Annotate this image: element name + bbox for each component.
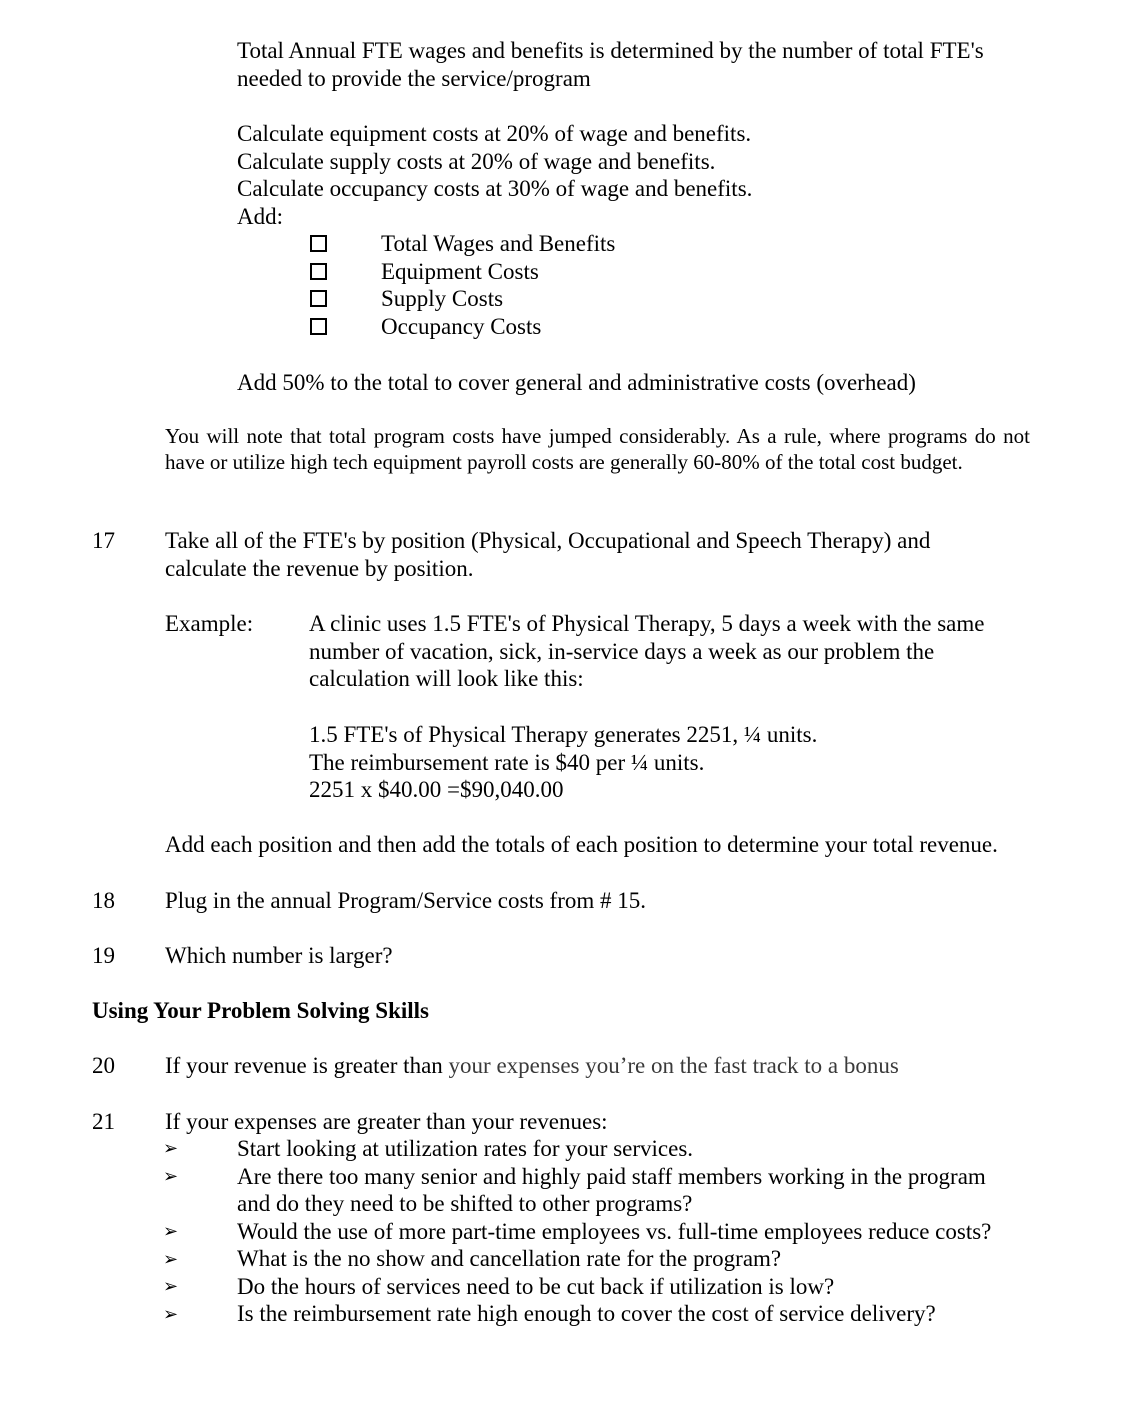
intro-line-1: Total Annual FTE wages and benefits is determined by the number of total FTE's [237,38,984,63]
example-line-2: number of vacation, sick, in-service days a week as our problem the [309,638,935,664]
arrow-bullet-icon: ➢ [163,1166,179,1186]
bullet-utilization: Start looking at utilization rates for your services. [237,1136,694,1161]
step-17-line-2: calculate the revenue by position. [165,555,474,581]
arrow-bullet-icon: ➢ [163,1138,179,1158]
step-number-19: 19 [92,943,115,968]
calc-line-1: 1.5 FTE's of Physical Therapy generates 2251, ¼ units. [309,722,818,747]
example-text [309,610,984,693]
total-revenue-line: Add each position and then add the totals of each position to determine your total revenue. [165,832,998,857]
step-number-20: 20 [92,1053,115,1078]
step-number-18: 18 [92,888,115,913]
overhead-line: Add 50% to the total to cover general and administrative costs (overhead) [237,370,916,395]
bullet-senior-staff-cont: and do they need to be shifted to other programs? [237,1191,693,1216]
step-21-bullets [237,1135,991,1328]
checkbox-icon [310,290,327,307]
checkbox-icon [310,318,327,335]
bullet-reimbursement: Is the reimbursement rate high enough to cover the cost of service delivery? [237,1301,936,1326]
step-20-text-a: If your revenue is greater than [165,1053,449,1078]
add-item-occupancy: Occupancy Costs [381,313,542,339]
step-17-text [165,527,930,582]
add-item-wages: Total Wages and Benefits [381,231,616,256]
checkbox-icon [310,263,327,280]
step-21-intro: If your expenses are greater than your revenues: [165,1109,608,1134]
add-item-equipment: Equipment Costs [381,258,539,284]
bullet-senior-staff: Are there too many senior and highly paid staff members working in the program [237,1163,986,1189]
add-item-supply: Supply Costs [381,286,504,311]
section-heading: Using Your Problem Solving Skills [92,998,429,1023]
example-calculation [309,721,817,804]
arrow-bullet-icon: ➢ [163,1221,179,1241]
intro-paragraph [237,37,984,92]
bullet-part-time: Would the use of more part-time employees vs. full-time employees reduce costs? [237,1218,992,1244]
step-20-text [165,1052,899,1080]
arrow-bullet-icon: ➢ [163,1304,179,1324]
calc-supply: Calculate supply costs at 20% of wage and benefits. [237,148,716,174]
example-label: Example: [165,611,254,636]
bullet-no-show: What is the no show and cancellation rate for the program? [237,1246,782,1271]
arrow-bullet-icon: ➢ [163,1249,179,1269]
intro-line-2: needed to provide the service/program [237,65,591,91]
step-number-17: 17 [92,528,115,553]
calc-instructions [237,120,752,230]
note-paragraph: You will note that total program costs have jumped considerably. As a rule, where programs do not have or utilize high tech equipment payroll costs are generally 60-80% of the total cost budget. [165,424,1030,474]
bullet-hours: Do the hours of services need to be cut back if utilization is low? [237,1273,835,1299]
checkbox-icon [310,235,327,252]
calc-occupancy: Calculate occupancy costs at 30% of wage and benefits. [237,176,753,201]
example-line-3: calculation will look like this: [309,666,584,691]
step-number-21: 21 [92,1109,115,1134]
step-20-text-b: your expenses you’re on the fast track to a bonus [448,1053,899,1078]
example-line-1: A clinic uses 1.5 FTE's of Physical Therapy, 5 days a week with the same [309,611,985,636]
arrow-bullet-icon: ➢ [163,1276,179,1296]
calc-add-label: Add: [237,203,283,229]
calc-line-3: 2251 x $40.00 =$90,040.00 [309,777,564,802]
step-17-line-1: Take all of the FTE's by position (Physical, Occupational and Speech Therapy) and [165,528,931,553]
add-items-list [381,230,615,340]
calc-line-2: The reimbursement rate is $40 per ¼ units. [309,749,705,775]
step-19-text: Which number is larger? [165,943,393,968]
calc-equipment: Calculate equipment costs at 20% of wage and benefits. [237,121,752,146]
step-18-text: Plug in the annual Program/Service costs from # 15. [165,888,647,913]
